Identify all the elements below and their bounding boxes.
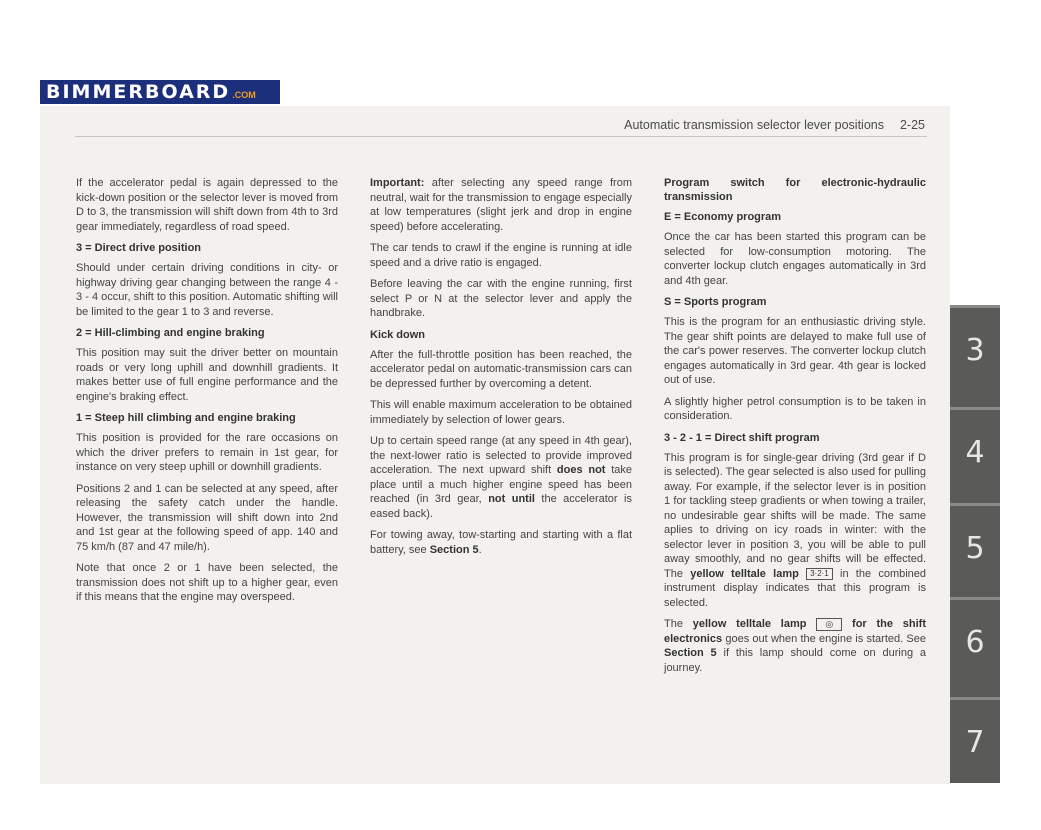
logo-suffix: .COM bbox=[232, 90, 256, 100]
paragraph: If the accelerator pedal is again depressed to the kick-down position or the selector lever is moved from D to 3, the transmission will shift down from 4th to 3rd gear immediately, regardless of road speed. bbox=[76, 177, 338, 233]
paragraph bbox=[370, 176, 632, 234]
paragraph-text: goes out when the engine is started. See bbox=[722, 632, 926, 645]
shift-electronics-lamp-icon: ◎ bbox=[816, 618, 842, 631]
paragraph-text: in the combined instrument display indicates that this program is selected. bbox=[664, 567, 927, 609]
page-title: Automatic transmission selector lever positions bbox=[624, 118, 884, 132]
paragraph: This position is provided for the rare occasions on which the driver prefers to remain in 1st gear, for instance on very steep uphill or downhill gradients. bbox=[76, 432, 338, 473]
section-reference: Section 5 bbox=[429, 543, 479, 556]
section-tab-5[interactable]: 5 bbox=[950, 503, 1000, 591]
section-heading: 2 = Hill-climbing and engine braking bbox=[76, 327, 265, 339]
header-divider bbox=[75, 136, 927, 137]
paragraph: Should under certain driving conditions in city- or highway driving gear changing between the range 4 - 3 - 4 occur, shift to this position. Automatic shifting will be limited to the gear 1 to 3 and reverse. bbox=[76, 262, 338, 318]
paragraph bbox=[664, 451, 926, 611]
section-tab-3[interactable]: 3 bbox=[950, 305, 1000, 393]
paragraph-text: if this lamp should come on during a journey. bbox=[664, 647, 927, 674]
page-header bbox=[540, 118, 925, 132]
paragraph-text: The bbox=[664, 618, 693, 630]
paragraph: Note that once 2 or 1 have been selected, the transmission does not shift up to a higher gear, even if this means that the engine may overspeed. bbox=[76, 562, 338, 603]
paragraph: This will enable maximum acceleration to be obtained immediately by selection of lower gears. bbox=[370, 399, 632, 426]
paragraph: This is the program for an enthusiastic driving style. The gear shift points are delayed to make full use of the car's power reserves. The converter lockup clutch engages automatically in 3rd gear. 4th gear is locked out of use. bbox=[664, 316, 926, 386]
paragraph-text: . bbox=[478, 543, 482, 556]
column-1 bbox=[76, 176, 338, 612]
paragraph: Before leaving the car with the engine running, first select P or N at the selector lever and apply the handbrake. bbox=[370, 278, 632, 319]
paragraph: Once the car has been started this program can be selected for low-consumption motoring. The converter lockup clutch engages automatically in 3rd and 4th gear. bbox=[664, 231, 926, 287]
paragraph bbox=[664, 617, 926, 675]
section-tabs bbox=[950, 305, 1000, 783]
important-label: Important: bbox=[370, 177, 425, 189]
paragraph-text: the accelerator is eased back). bbox=[370, 493, 632, 520]
paragraph: This position may suit the driver better on mountain roads or very long uphill and downhill gradients. It makes better use of full engine performance and the engine's braking effect. bbox=[76, 347, 338, 403]
section-heading: S = Sports program bbox=[664, 296, 767, 308]
logo-text: BIMMERBOARD bbox=[46, 81, 231, 103]
paragraph-text: Up to certain speed range (at any speed in 4th gear), the next-lower ratio is selected to provide improved acceleration. The next upward shift bbox=[370, 435, 632, 476]
section-heading: E = Economy program bbox=[664, 211, 782, 223]
paragraph-text: after selecting any speed range from neutral, wait for the transmission to engage especially at low temperatures (slight jerk and drop in engine speed) before accelerating. bbox=[370, 177, 632, 233]
section-heading: 1 = Steep hill climbing and engine braking bbox=[76, 412, 296, 424]
paragraph: After the full-throttle position has been reached, the accelerator pedal on automatic-transmission cars can be depressed further by overcoming a detent. bbox=[370, 348, 632, 390]
paragraph-text: take place until a much higher engine speed has been reached (in 3rd gear, bbox=[370, 464, 632, 505]
emphasis: yellow telltale lamp bbox=[690, 567, 799, 580]
paragraph-text: For towing away, tow-starting and starting with a flat battery, see bbox=[370, 529, 632, 556]
section-tab-4[interactable]: 4 bbox=[950, 407, 1000, 495]
section-tab-6[interactable]: 6 bbox=[950, 597, 1000, 685]
emphasis: not until bbox=[488, 493, 535, 505]
paragraph: A slightly higher petrol consumption is to be taken in consideration. bbox=[664, 395, 926, 422]
bimmerboard-logo bbox=[40, 80, 280, 104]
column-3 bbox=[664, 176, 926, 682]
page-number: 2-25 bbox=[899, 118, 925, 132]
section-reference: Section 5 bbox=[664, 647, 717, 659]
paragraph: The car tends to crawl if the engine is running at idle speed and a drive ratio is engaged. bbox=[370, 242, 632, 269]
direct-shift-lamp-icon: 3·2·1 bbox=[806, 568, 833, 580]
paragraph bbox=[370, 528, 632, 557]
section-heading: Program switch for electronic-hydraulic transmission bbox=[664, 177, 926, 203]
section-heading: Kick down bbox=[370, 328, 426, 341]
emphasis: does not bbox=[556, 464, 606, 476]
emphasis: yellow telltale lamp bbox=[692, 618, 807, 630]
section-heading: 3 = Direct drive position bbox=[76, 242, 202, 254]
paragraph: Positions 2 and 1 can be selected at any speed, after releasing the safety catch under the handle. However, the transmission will shift down into 2nd and 1st gear at the following speed of app. 140 and 75 km/h (87 and 47 mile/h). bbox=[76, 482, 338, 553]
emphasis: for the shift electronics bbox=[664, 618, 926, 645]
column-2 bbox=[370, 176, 632, 564]
paragraph bbox=[370, 434, 632, 521]
section-heading: 3 - 2 - 1 = Direct shift program bbox=[664, 431, 820, 444]
paragraph-text: This program is for single-gear driving (3rd gear if D is selected). The gear selected is also used for pulling away. For example, if the selector lever is in position 1 for tackling steep gradients or when towing a trailer, no undesirable gear shifts will be made. The same aplies to driving on icy roads in winter: with the selector lever in position 3, you will be able to pull away smoothly, and no gear shifts will be effected. The bbox=[664, 451, 926, 580]
section-tab-7[interactable]: 7 bbox=[950, 697, 1000, 783]
